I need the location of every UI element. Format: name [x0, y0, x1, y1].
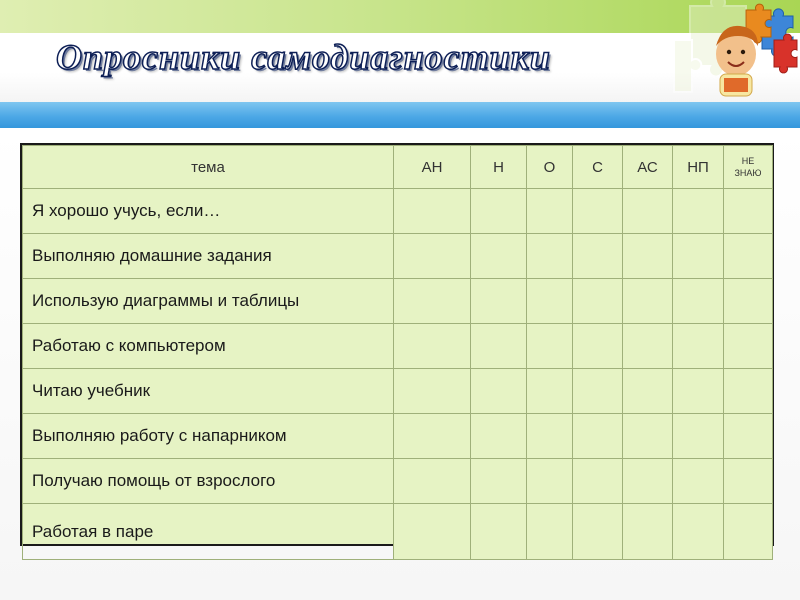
answer-cell[interactable]: [573, 279, 623, 324]
answer-cell[interactable]: [573, 189, 623, 234]
answer-cell[interactable]: [527, 324, 573, 369]
answer-cell[interactable]: [573, 234, 623, 279]
row-topic: Читаю учебник: [23, 369, 394, 414]
answer-cell[interactable]: [394, 324, 471, 369]
table-row: [23, 414, 773, 459]
answer-cell[interactable]: [623, 459, 673, 504]
answer-cell[interactable]: [394, 234, 471, 279]
answer-cell[interactable]: [673, 189, 724, 234]
answer-cell[interactable]: [573, 369, 623, 414]
header-np: НП: [673, 146, 724, 189]
table-row: [23, 324, 773, 369]
table-row: [23, 189, 773, 234]
header-ne-znayu: [724, 146, 773, 189]
row-topic: Я хорошо учусь, если…: [23, 189, 394, 234]
answer-cell[interactable]: [573, 459, 623, 504]
answer-cell[interactable]: [673, 459, 724, 504]
answer-cell[interactable]: [623, 189, 673, 234]
header-s: С: [573, 146, 623, 189]
answer-cell[interactable]: [471, 459, 527, 504]
answer-cell[interactable]: [394, 189, 471, 234]
table-row: [23, 234, 773, 279]
answer-cell[interactable]: [527, 189, 573, 234]
header-ne-znayu-line1: НЕ: [741, 156, 755, 166]
answer-cell[interactable]: [471, 234, 527, 279]
puzzle-pieces-icon: [662, 0, 800, 110]
header-an: АН: [394, 146, 471, 189]
answer-cell[interactable]: [724, 234, 773, 279]
survey-grid: [22, 145, 773, 560]
answer-cell[interactable]: [724, 459, 773, 504]
answer-cell[interactable]: [673, 414, 724, 459]
table-row: [23, 504, 773, 560]
answer-cell[interactable]: [573, 504, 623, 560]
answer-cell[interactable]: [527, 234, 573, 279]
answer-cell[interactable]: [724, 414, 773, 459]
answer-cell[interactable]: [724, 504, 773, 560]
answer-cell[interactable]: [623, 234, 673, 279]
answer-cell[interactable]: [673, 234, 724, 279]
answer-cell[interactable]: [394, 459, 471, 504]
answer-cell[interactable]: [724, 189, 773, 234]
header-topic: тема: [23, 146, 394, 189]
header-n: Н: [471, 146, 527, 189]
answer-cell[interactable]: [527, 459, 573, 504]
answer-cell[interactable]: [394, 369, 471, 414]
answer-cell[interactable]: [527, 504, 573, 560]
answer-cell[interactable]: [527, 279, 573, 324]
answer-cell[interactable]: [623, 369, 673, 414]
table-header-row: [23, 146, 773, 189]
answer-cell[interactable]: [724, 279, 773, 324]
answer-cell[interactable]: [673, 504, 724, 560]
table-row: [23, 459, 773, 504]
table-row: [23, 279, 773, 324]
answer-cell[interactable]: [573, 414, 623, 459]
answer-cell[interactable]: [471, 504, 527, 560]
row-topic: Получаю помощь от взрослого: [23, 459, 394, 504]
answer-cell[interactable]: [394, 504, 471, 560]
row-topic: Использую диаграммы и таблицы: [23, 279, 394, 324]
answer-cell[interactable]: [471, 414, 527, 459]
row-topic: Выполняю работу с напарником: [23, 414, 394, 459]
answer-cell[interactable]: [527, 414, 573, 459]
answer-cell[interactable]: [724, 369, 773, 414]
header-ne-znayu-line2: ЗНАЮ: [734, 168, 762, 178]
row-topic: Выполняю домашние задания: [23, 234, 394, 279]
table-row: [23, 369, 773, 414]
answer-cell[interactable]: [527, 369, 573, 414]
answer-cell[interactable]: [394, 414, 471, 459]
row-topic: Работая в паре: [23, 504, 394, 560]
answer-cell[interactable]: [471, 324, 527, 369]
self-diagnosis-table: [20, 143, 774, 546]
answer-cell[interactable]: [471, 279, 527, 324]
answer-cell[interactable]: [471, 189, 527, 234]
answer-cell[interactable]: [673, 324, 724, 369]
answer-cell[interactable]: [573, 324, 623, 369]
answer-cell[interactable]: [673, 369, 724, 414]
answer-cell[interactable]: [623, 279, 673, 324]
child-illustration-icon: [716, 26, 758, 96]
header-o: О: [527, 146, 573, 189]
answer-cell[interactable]: [394, 279, 471, 324]
answer-cell[interactable]: [623, 324, 673, 369]
header-as: АС: [623, 146, 673, 189]
answer-cell[interactable]: [623, 504, 673, 560]
answer-cell[interactable]: [673, 279, 724, 324]
answer-cell[interactable]: [623, 414, 673, 459]
slide-title: Опросники самодиагностики: [56, 37, 551, 77]
answer-cell[interactable]: [724, 324, 773, 369]
row-topic: Работаю с компьютером: [23, 324, 394, 369]
answer-cell[interactable]: [471, 369, 527, 414]
